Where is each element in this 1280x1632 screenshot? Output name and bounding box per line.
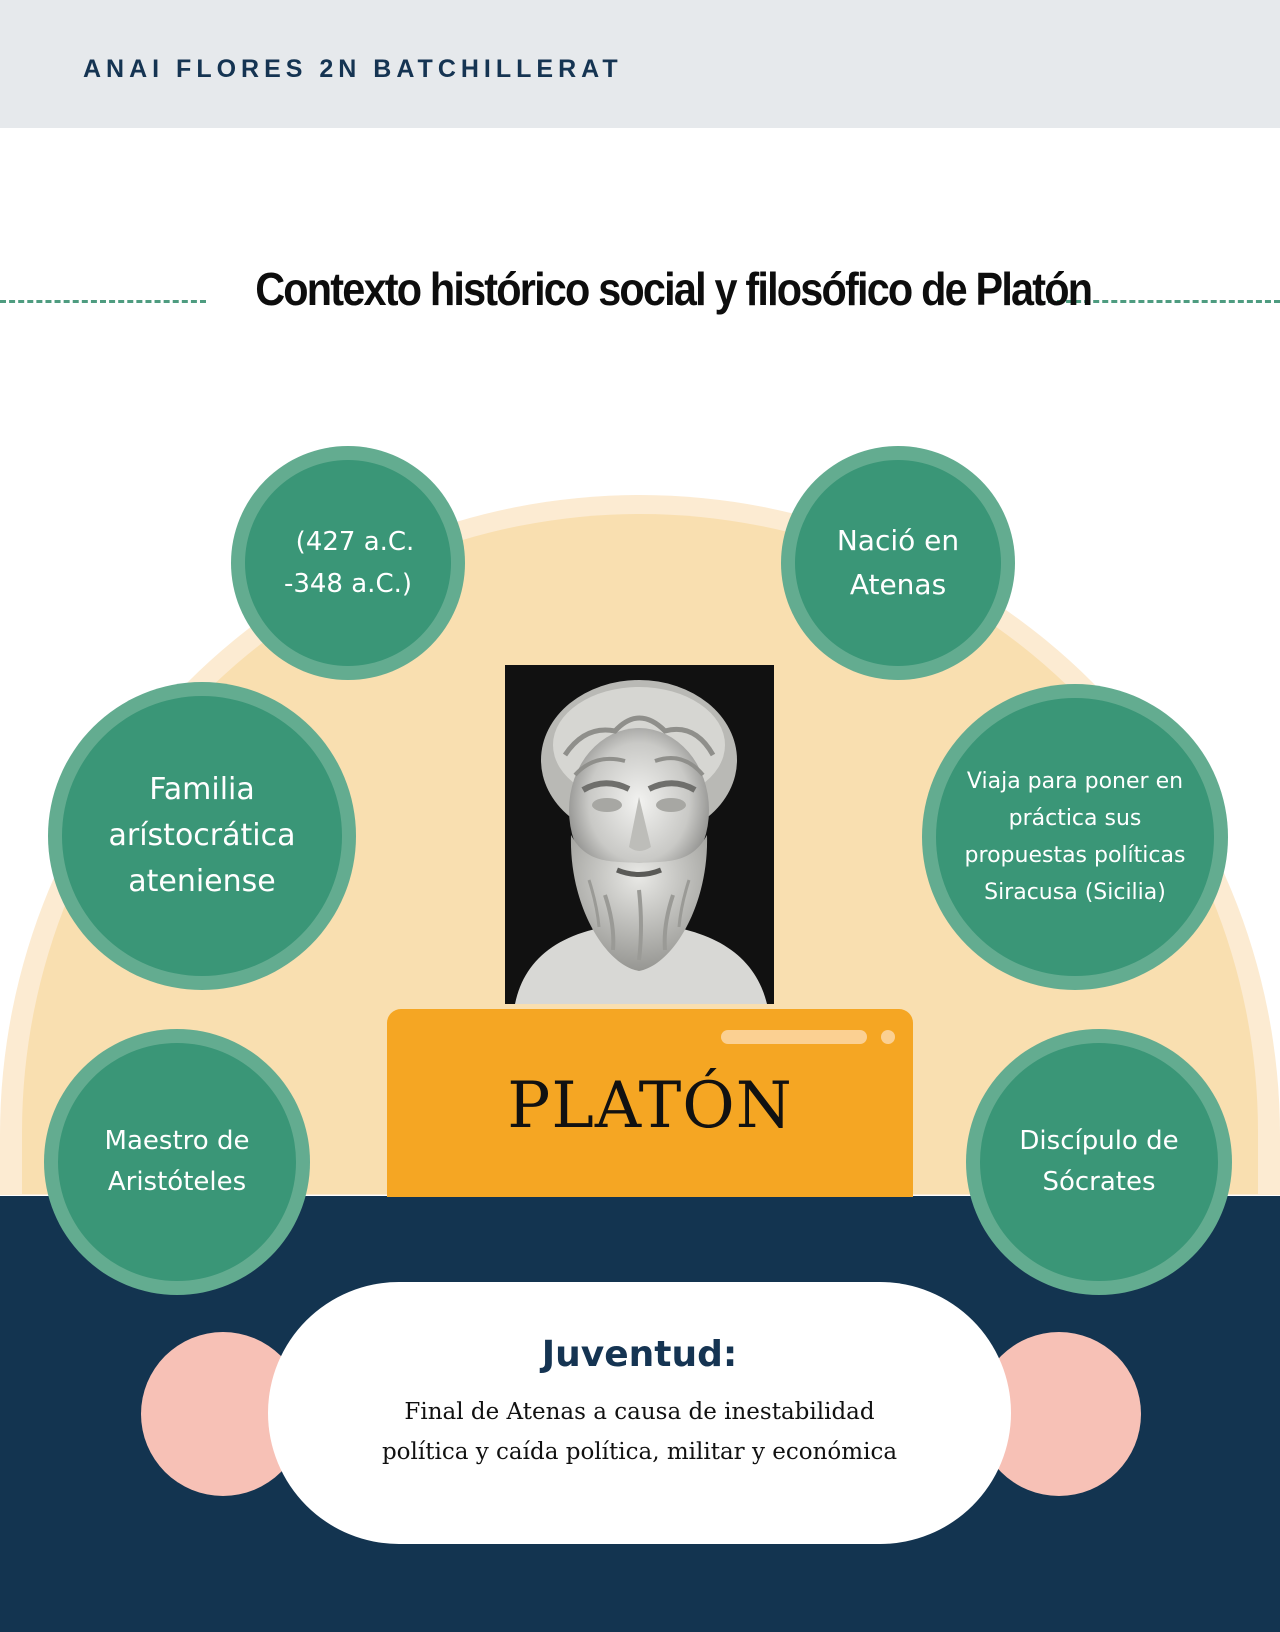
plato-bust-icon — [505, 665, 774, 1004]
bubble-teacher-line-1: Maestro de — [104, 1126, 250, 1156]
youth-line-2: política y caída política, militar y económica — [381, 1439, 898, 1465]
bubble-disciple-line-2: Sócrates — [1042, 1167, 1156, 1197]
author-label: ANAI FLORES 2N BATCHILLERAT — [83, 55, 623, 83]
page-title: Contexto histórico social y filosófico de Platón — [255, 263, 1092, 315]
bubble-birthplace — [781, 446, 1015, 680]
bubble-disciple-line-1: Discípulo de — [1019, 1126, 1179, 1156]
bubble-dates-line-2: -348 a.C.) — [283, 569, 413, 599]
bubble-birthplace-line-1: Nació en — [836, 524, 960, 557]
youth-card — [268, 1282, 1011, 1544]
pedestal-highlight-bar — [721, 1030, 867, 1044]
bubble-dates-line-1: (427 a.C. — [295, 527, 415, 557]
youth-line-1: Final de Atenas a causa de inestabilidad — [404, 1399, 875, 1425]
bubble-travels — [922, 684, 1228, 990]
bubble-teacher-line-2: Aristóteles — [107, 1167, 247, 1197]
bubble-travels-line-1: Viaja para poner en — [966, 769, 1184, 794]
name-pedestal — [387, 1009, 913, 1197]
youth-text — [288, 1392, 991, 1472]
bubble-family-line-2: arístocrática — [108, 818, 296, 853]
bubble-family — [48, 682, 356, 990]
bubble-disciple — [966, 1029, 1232, 1295]
bubble-travels-line-3: propuestas políticas — [964, 843, 1186, 868]
bubble-birthplace-line-2: Atenas — [849, 568, 947, 601]
bubble-family-line-1: Familia — [149, 772, 255, 807]
pedestal-highlight-dot — [881, 1030, 895, 1044]
bubble-travels-line-2: práctica sus — [1008, 806, 1142, 831]
bubble-dates — [231, 446, 465, 680]
youth-heading: Juventud: — [541, 1334, 738, 1375]
bubble-travels-line-4: Siracusa (Sicilia) — [984, 880, 1166, 905]
title-dash-left — [0, 300, 206, 303]
bubble-family-line-3: ateniense — [128, 864, 276, 899]
bubble-teacher — [44, 1029, 310, 1295]
philosopher-name: PLATÓN — [507, 1069, 793, 1143]
plato-portrait — [505, 665, 774, 1004]
